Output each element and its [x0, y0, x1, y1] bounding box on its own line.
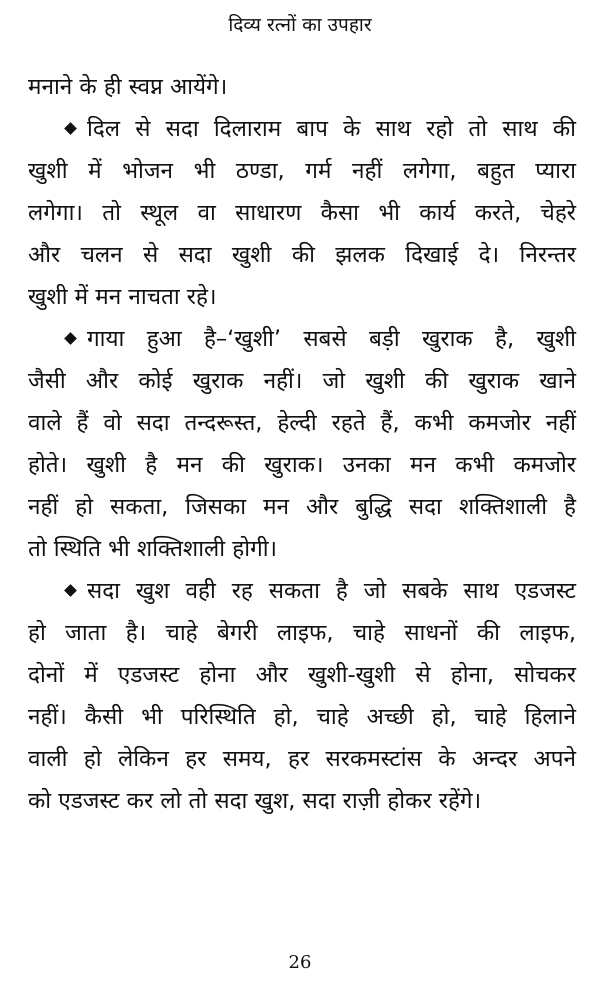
diamond-bullet-icon: [64, 584, 77, 597]
text-line: और चलन से सदा खुशी की झलक दिखाई दे। निरन्तर: [28, 242, 576, 268]
text-line: वाले हैं वो सदा तन्दरूस्त, हेल्दी रहते हैं, कभी कमजोर नहीं: [28, 410, 576, 436]
text-line: सदा खुश वही रह सकता है जो सबके साथ एडजस्ट: [87, 578, 576, 604]
text-line: खुशी में भोजन भी ठण्डा, गर्म नहीं लगेगा, बहुत प्यारा: [28, 158, 576, 184]
text-line: हो जाता है। चाहे बेगरी लाइफ, चाहे साधनों की लाइफ,: [28, 620, 576, 646]
diamond-bullet-icon: [64, 332, 77, 345]
text-line: तो स्थिति भी शक्तिशाली होगी।: [28, 536, 278, 562]
running-title: दिव्य रत्नों का उपहार: [228, 14, 372, 36]
bulleted-line: [28, 318, 576, 360]
diamond-bullet-icon: [64, 122, 77, 135]
text-line: होते। खुशी है मन की खुराक। उनका मन कभी कमजोर: [28, 452, 576, 478]
body-text: [28, 66, 576, 822]
bulleted-line: [28, 570, 576, 612]
text-line: लगेगा। तो स्थूल वा साधारण कैसा भी कार्य करते, चेहरे: [28, 200, 576, 226]
text-line: को एडजस्ट कर लो तो सदा खुश, सदा राज़ी होकर रहेंगे।: [28, 788, 482, 814]
text-line: नहीं। कैसी भी परिस्थिति हो, चाहे अच्छी हो, चाहे हिलाने: [28, 704, 576, 730]
text-line: मनाने के ही स्वप्न आयेंगे।: [28, 74, 228, 100]
page-number: 26: [288, 952, 312, 973]
text-line: वाली हो लेकिन हर समय, हर सरकमस्टांस के अन्दर अपने: [28, 746, 576, 772]
text-line: दिल से सदा दिलाराम बाप के साथ रहो तो साथ की: [87, 116, 576, 142]
text-line: खुशी में मन नाचता रहे।: [28, 284, 217, 310]
text-line: जैसी और कोई खुराक नहीं। जो खुशी की खुराक खाने: [28, 368, 576, 394]
text-line: नहीं हो सकता, जिसका मन और बुद्धि सदा शक्तिशाली है: [28, 494, 576, 520]
bulleted-line: [28, 108, 576, 150]
text-line: गाया हुआ है–‘खुशी’ सबसे बड़ी खुराक है, खुशी: [87, 326, 576, 352]
text-line: दोनों में एडजस्ट होना और खुशी-खुशी से होना, सोचकर: [28, 662, 576, 688]
